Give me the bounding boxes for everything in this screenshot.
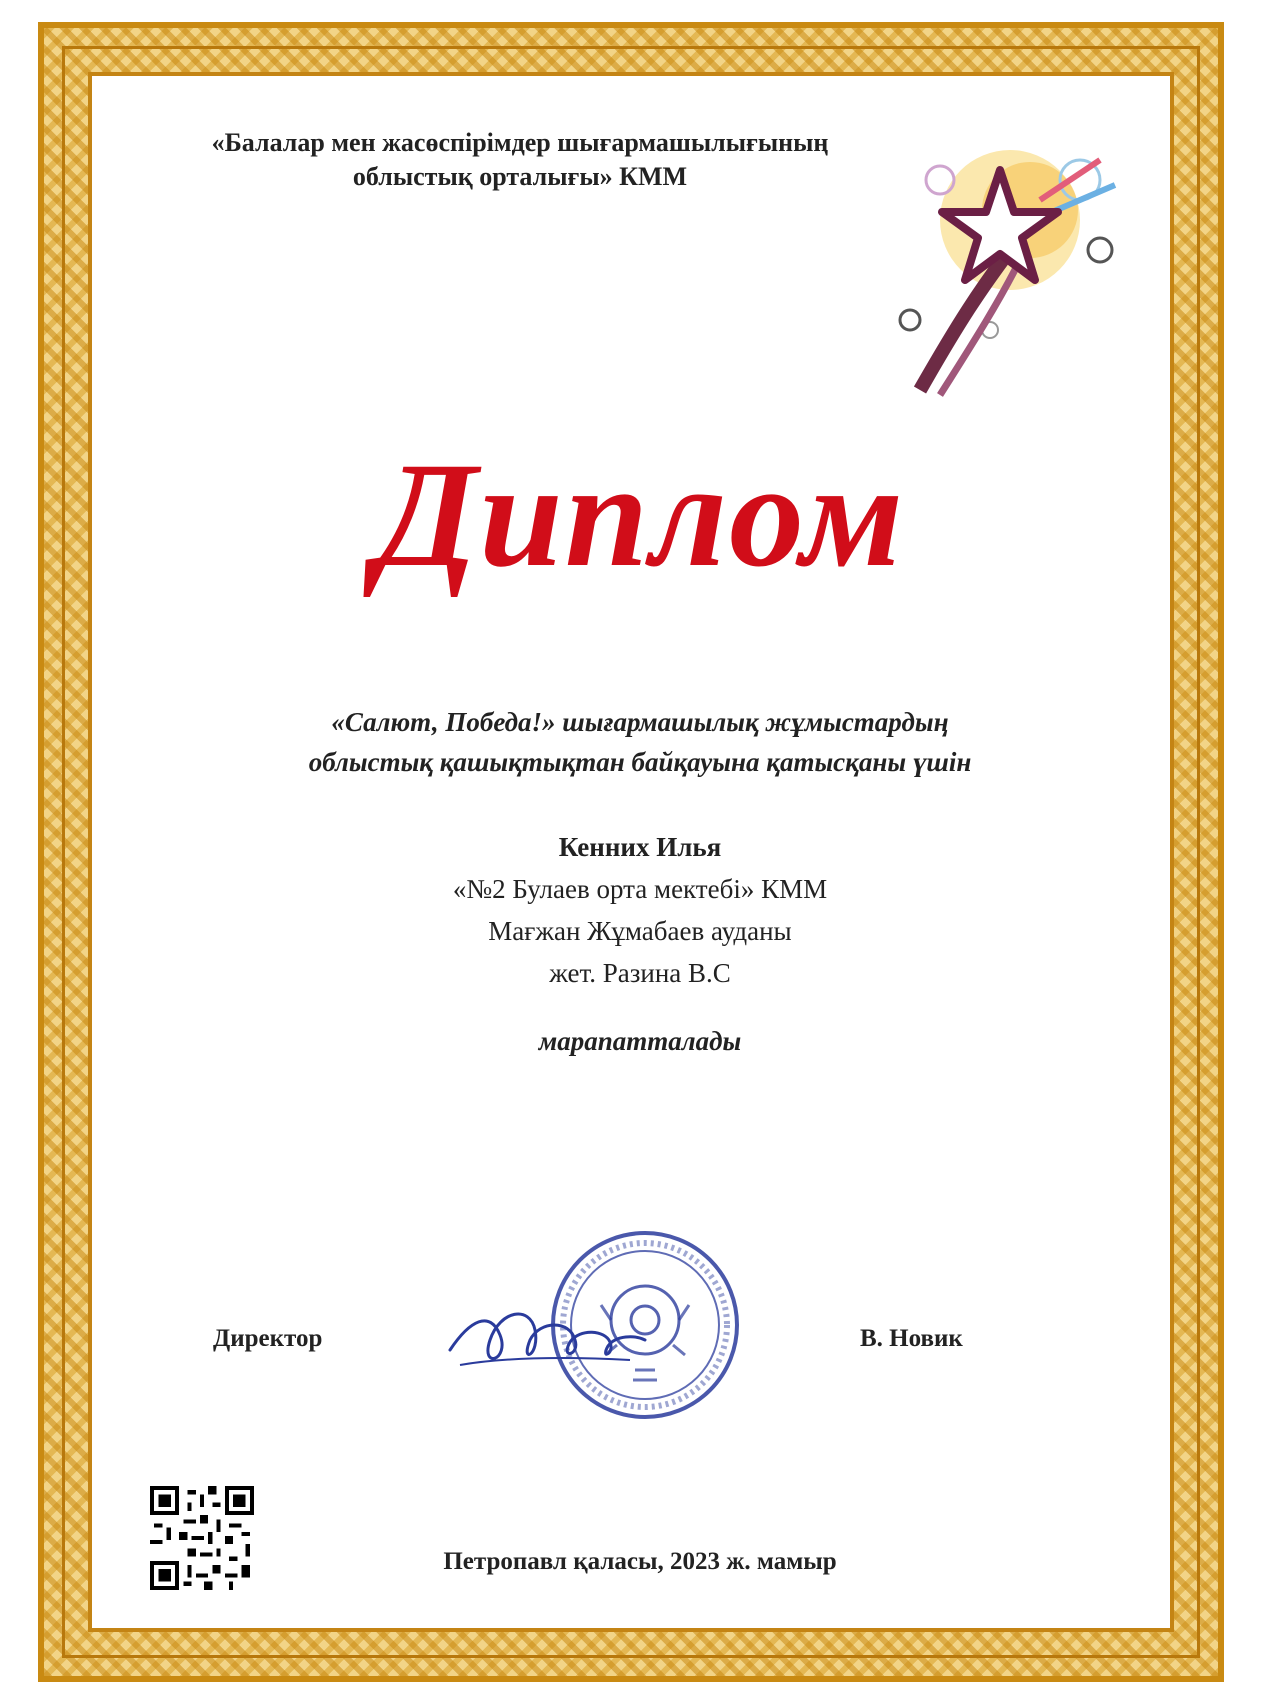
award-reason-line-2: облыстық қашықтықтан байқауына қатысқаны үшін (308, 747, 972, 777)
signature-icon (440, 1280, 650, 1390)
recipient-name: Кенних Илья (558, 832, 722, 862)
qr-code-icon (150, 1486, 254, 1590)
organization-line-1: «Балалар мен жасөспірімдер шығармашылығының (211, 128, 829, 157)
organization-line-2: облыстық орталығы» КММ (352, 162, 688, 191)
award-reason (180, 702, 1100, 782)
director-name: В. Новик (860, 1325, 963, 1352)
recipient-school: «№2 Булаев орта мектебі» КММ (452, 874, 828, 904)
award-text: марапатталады (538, 1026, 742, 1056)
award-reason-line-1: «Салют, Победа!» шығармашылық жұмыстардың (331, 707, 949, 737)
place-date: Петропавл қаласы, 2023 ж. мамыр (443, 1548, 837, 1575)
director-label: Директор (213, 1325, 323, 1352)
recipient-district: Мағжан Жұмабаев ауданы (488, 916, 792, 946)
recipient-block (240, 826, 1040, 994)
recipient-supervisor: жет. Разина В.С (549, 958, 731, 988)
star-decoration-icon (880, 140, 1140, 400)
diploma-title: Диплом (374, 432, 906, 598)
organization-header (120, 126, 920, 194)
